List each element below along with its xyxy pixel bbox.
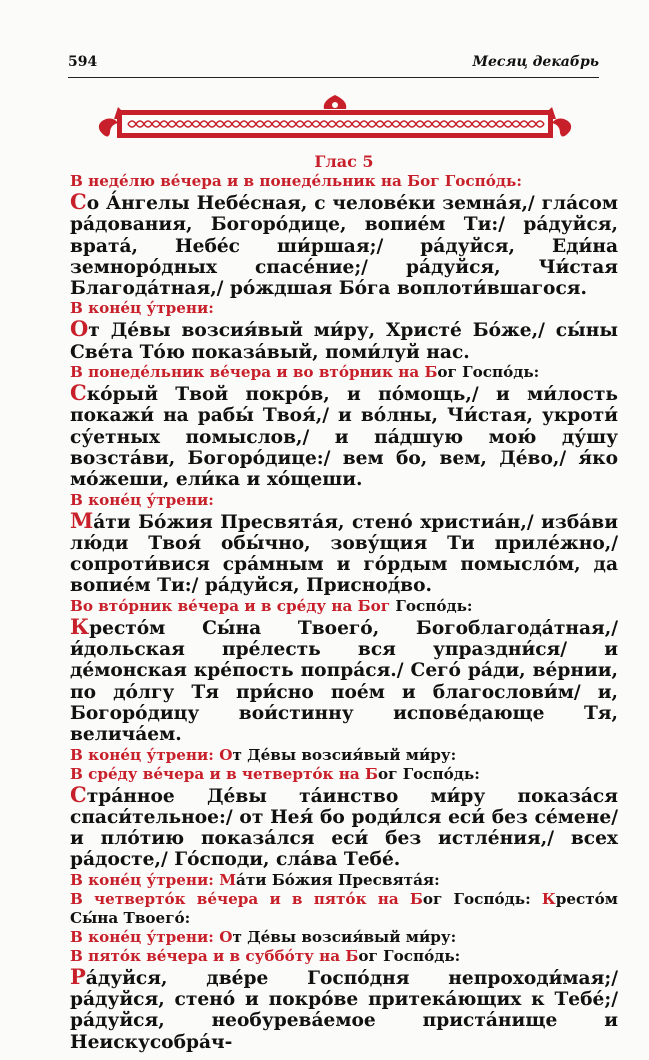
hymn-text: Ма́ти Бо́жия Пресвята́я, стено́ христиа́н,/ изба́ви лю́ди Твоя́ обы́чно, зову́щия Ти приле́жно,/ сопроти́вися сра́мным и го́рдым помысло́м, да вопие́м Ти:/ ра́дуйся, Приснод́во. — [70, 507, 618, 597]
ornament-headpiece-icon — [96, 95, 574, 145]
rubric: В четверто́к ве́чера и в пято́к на Бог Госпо́дь: Кресто́м Сы́на Твоего́: — [70, 889, 618, 927]
rubric: В коне́ц у́трени: От Де́вы возсия́вый ми́ру: — [70, 745, 457, 764]
drop-initial: К — [70, 613, 90, 639]
rubric: В пято́к ве́чера и в суббо́ту на Бог Госпо́дь: — [70, 946, 461, 965]
rubric: В коне́ц у́трени: От Де́вы возсия́вый ми́ру: — [70, 927, 457, 946]
hymn-text: От Де́вы возсия́вый ми́ру, Христе́ Бо́же,/ сы́ны Све́та То́ю показа́вый, поми́луй нас. — [70, 316, 618, 363]
rubric: В коне́ц у́трени: — [70, 299, 214, 318]
rubric: В понеде́льник ве́чера и во вто́рник на Бог Госпо́дь: — [70, 363, 540, 382]
page-header — [68, 54, 599, 78]
rubric: Во вто́рник ве́чера и в сре́ду на Бог Госпо́дь: — [70, 596, 473, 615]
header-rule — [68, 77, 599, 78]
hymn-text: Стра́нное Де́вы та́инство ми́ру показа́ся спаси́тельное:/ от Нея́ бо роди́лся еси́ без се́мене/ и пло́тию показа́лся еси́ без истле́ния,/ всех ра́досте,/ Го́споди, сла́ва Тебе́. — [70, 781, 618, 871]
drop-initial: С — [70, 781, 87, 807]
hymn-text: Кресто́м Сы́на Твоего́, Богоблагода́тная,/ и́дольская пре́лесть вся упраздни́ся/ и де́монская кре́пость попра́ся./ Сего́ ра́ди, ве́рнии, по до́лгу Тя при́сно пое́м и благослови́м/ и, Богоро́дицу вои́стинну испове́дающе Тя, велича́ем. — [70, 613, 618, 746]
rubric: В коне́ц у́трени: Ма́ти Бо́жия Пресвята́я: — [70, 870, 440, 889]
hymn-text: Со А́нгелы Небе́сная, с челове́ки земна́я,/ гла́сом ра́дования, Богоро́дице, вопие́м Ти:/ ра́дуйся, врата́, Небе́с ши́ршая;/ ра́дуйся, Еди́на земноро́дных спасе́ние;/ ра́дуйся, Чи́стая Благода́тная,/ ро́ждшая Бо́га воплоти́вшагося. — [70, 189, 618, 300]
rubric: В неде́лю ве́чера и в понеде́льник на Бог Госпо́дь: — [70, 172, 522, 190]
drop-initial: С — [70, 189, 87, 214]
drop-initial: О — [70, 316, 89, 342]
rubric: В сре́ду ве́чера и в четверто́к на Бог Госпо́дь: — [70, 764, 480, 783]
running-head: Месяц декабрь — [472, 54, 599, 70]
hymn-text: Ско́рый Твой покро́в, и по́мощь,/ и ми́лость покажи́ на рабы́ Твоя́,/ и во́лны, Чи́стая, укроти́ су́етных помыслов,/ и па́дшую мою́ ду́шу возста́ви, Богоро́дице:/ вем бо, вем, Де́во,/ я́ко мо́жеши, ели́ка и хо́щеши. — [70, 380, 618, 491]
text-column — [70, 152, 618, 1053]
drop-initial: Р — [70, 963, 86, 989]
page-number: 594 — [68, 54, 98, 70]
tone-heading: Глас 5 — [314, 152, 374, 171]
hymn-text: Ра́дуйся, две́ре Госпо́дня непроходи́мая;/ ра́дуйся, стено́ и покро́ве притека́ющих к Тебе́;/ ра́дуйся, необурева́емое приста́нище и Неискусобра́ч- — [70, 963, 618, 1053]
drop-initial: М — [70, 507, 94, 533]
drop-initial: С — [70, 380, 87, 406]
rubric: В коне́ц у́трени: — [70, 490, 214, 509]
